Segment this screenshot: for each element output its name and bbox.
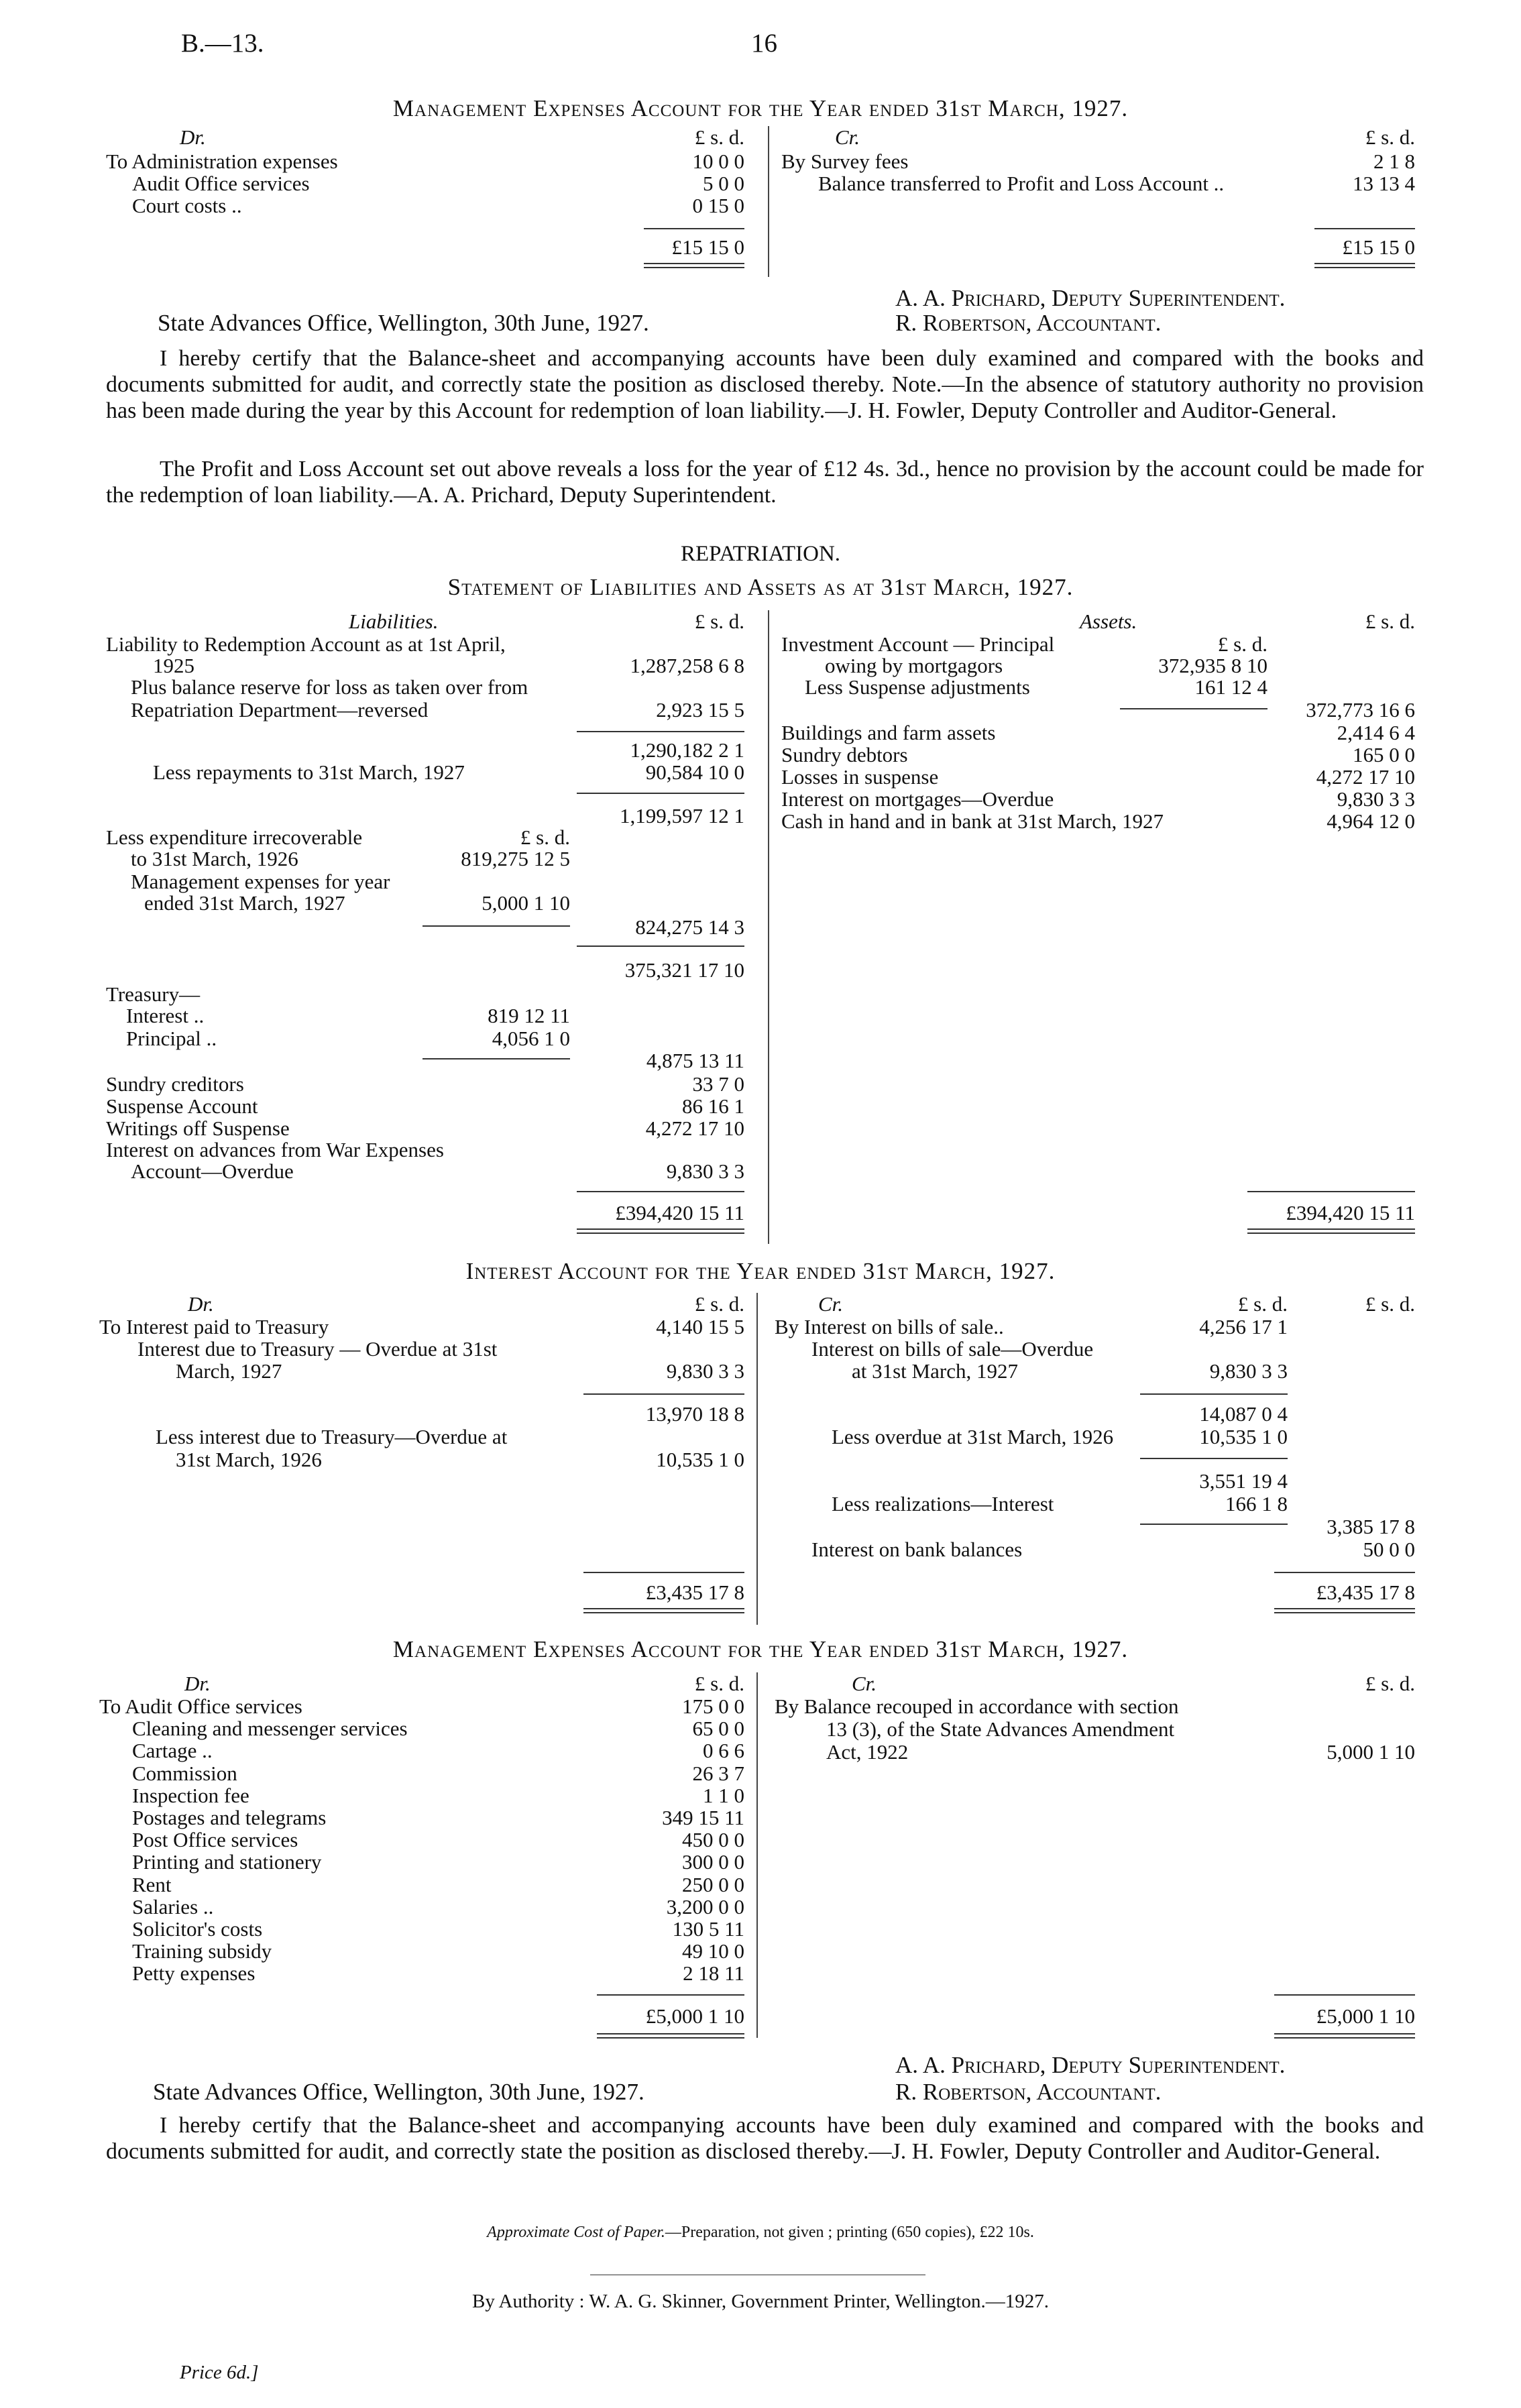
column-divider	[756, 1293, 758, 1625]
double-rule	[1314, 263, 1415, 268]
repat-interest-label: Interest ..	[126, 1004, 205, 1027]
mgmt2-cr-lsd: £ s. d.	[1365, 1672, 1415, 1695]
double-rule	[644, 263, 744, 268]
interest-cr-lsd-2: £ s. d.	[1365, 1292, 1415, 1316]
mgmt2-debit-label: Inspection fee	[132, 1783, 249, 1807]
double-rule	[597, 2033, 744, 2039]
repat-total-liabilities: £394,420 15 11	[615, 1201, 744, 1224]
repat-a2: Less Suspense adjustments	[805, 675, 1030, 699]
interest-d4b: 31st March, 1926	[176, 1448, 322, 1471]
column-divider	[756, 1672, 758, 2038]
mgmt1-credit-amount: 2 1 8	[1373, 150, 1415, 173]
mgmt2-debit-amount: 26 3 7	[692, 1761, 744, 1785]
repat-l2a: Plus balance reserve for loss as taken over from	[131, 675, 528, 699]
mgmt2-debit-label: Petty expenses	[132, 1961, 256, 1986]
interest-c7: Interest on bank balances	[811, 1538, 1023, 1561]
mgmt1-title: Management Expenses Account for the Year ended 31st March, 1927.	[392, 95, 1129, 121]
interest-d2b: March, 1927	[176, 1359, 282, 1383]
repat-liab-lsd: £ s. d.	[694, 610, 744, 633]
sig2-office: State Advances Office, Wellington, 30th June, 1927.	[153, 2079, 644, 2105]
interest-d2-amount: 9,830 3 3	[666, 1359, 744, 1383]
sig1-office: State Advances Office, Wellington, 30th June, 1927.	[158, 310, 649, 336]
repat-asset-amount: 4,272 17 10	[1316, 765, 1415, 789]
mgmt2-debit-amount: 2 18 11	[683, 1961, 744, 1986]
repat-asset-label: Losses in suspense	[781, 765, 939, 789]
cert2-paragraph: I hereby certify that the Balance-sheet and accompanying accounts have been duly examined and compared with the books and documents submitted for audit, and correctly state the position as disclosed thereby.—J. H. Fowler, Deputy Controller and Auditor-General.	[106, 2113, 1424, 2164]
interest-c5-amount: 3,551 19 4	[1199, 1469, 1288, 1493]
repat-l6b: to 31st March, 1926	[131, 847, 298, 870]
repat-asset-label: Interest on mortgages—Overdue	[781, 787, 1054, 811]
mgmt1-credit-label: Balance transferred to Profit and Loss Account ..	[818, 172, 1225, 195]
repat-asset-label: Buildings and farm assets	[781, 721, 996, 744]
interest-title: Interest Account for the Year ended 31st March, 1927.	[465, 1258, 1056, 1284]
mgmt2-total-cr: £5,000 1 10	[1316, 2004, 1415, 2028]
repat-liability-amount: 4,272 17 10	[645, 1116, 744, 1140]
mgmt2-cr: Cr.	[852, 1672, 877, 1695]
rule	[1140, 1393, 1288, 1395]
double-rule	[583, 1608, 744, 1613]
interest-c2a: Interest on bills of sale—Overdue	[811, 1337, 1094, 1361]
repat-interest-amount: 819 12 11	[488, 1004, 570, 1027]
mgmt2-debit-label: Solicitor's costs	[132, 1917, 263, 1941]
interest-c2-amount: 9,830 3 3	[1209, 1359, 1288, 1383]
interest-c7-amount: 50 0 0	[1363, 1538, 1415, 1561]
interest-d4-amount: 10,535 1 0	[656, 1448, 744, 1471]
rule	[1274, 1994, 1415, 1996]
mgmt2-c1a: By Balance recouped in accordance with section	[775, 1695, 1179, 1718]
mgmt2-debit-label: Cleaning and messenger services	[132, 1717, 408, 1741]
interest-d4a: Less interest due to Treasury—Overdue at	[156, 1425, 508, 1448]
interest-cr-lsd-1: £ s. d.	[1237, 1292, 1288, 1316]
mgmt1-total-cr: £15 15 0	[1342, 235, 1415, 259]
repat-war-a	[106, 1139, 569, 1161]
mgmt1-debit-amount: 5 0 0	[703, 172, 744, 195]
repat-a1-lsd: £ s. d.	[1217, 632, 1268, 656]
interest-c1: By Interest on bills of sale..	[775, 1315, 1004, 1338]
sig2-robertson: R. Robertson, Accountant.	[895, 2079, 1162, 2105]
repat-l7-amount: 824,275 14 3	[635, 915, 744, 939]
sig1-prichard: A. A. Prichard, Deputy Superintendent.	[895, 285, 1286, 311]
repat-l6-lsd: £ s. d.	[520, 825, 570, 849]
interest-c6-amount: 166 1 8	[1225, 1492, 1288, 1515]
rule	[1247, 1191, 1415, 1192]
column-divider	[768, 610, 769, 1244]
mgmt2-c1b: 13 (3), of the State Advances Amendment	[826, 1717, 1175, 1741]
interest-d1: To Interest paid to Treasury	[99, 1315, 329, 1338]
repat-l7a: Management expenses for year	[131, 870, 390, 893]
rule	[1140, 1458, 1288, 1459]
interest-c4-amount: 10,535 1 0	[1199, 1425, 1288, 1448]
double-rule	[1247, 1228, 1415, 1234]
repat-asset-amount: 165 0 0	[1353, 743, 1415, 766]
double-rule	[577, 1228, 744, 1234]
rule	[1314, 228, 1415, 229]
mgmt2-debit-amount: 450 0 0	[682, 1828, 744, 1852]
repat-asset-amount: 4,964 12 0	[1327, 809, 1415, 833]
mgmt1-credit-amount: 13 13 4	[1353, 172, 1415, 195]
repat-principal-amount: 4,056 1 0	[492, 1027, 570, 1050]
repat-asset-label: Sundry debtors	[781, 743, 908, 766]
repat-asset-lsd: £ s. d.	[1365, 610, 1415, 633]
rule	[1274, 1572, 1415, 1573]
cost-text: —Preparation, not given ; printing (650 copies), £22 10s.	[665, 2224, 1034, 2241]
mgmt1-debit-label: Audit Office services	[132, 172, 310, 195]
double-rule	[1274, 1608, 1415, 1613]
mgmt2-total-dr: £5,000 1 10	[645, 2004, 744, 2028]
repat-l1b: 1925	[153, 654, 194, 677]
repat-a2-inner: 161 12 4	[1194, 675, 1268, 699]
interest-c2b: at 31st March, 1927	[852, 1359, 1018, 1383]
repat-liability-label: Sundry creditors	[106, 1072, 244, 1096]
repat-l2b: Repatriation Department—reversed	[131, 698, 429, 722]
cert1-paragraph: I hereby certify that the Balance-sheet and accompanying accounts have been duly examined and compared with the books and documents submitted for audit, and correctly state the position as disclosed thereby. Note.—In the absence of statutory authority no provision has been made during the year by this Account for redemption of loan liability.—J. H. Fowler, Deputy Controller and Auditor-General.	[106, 346, 1424, 423]
mgmt2-dr: Dr.	[184, 1672, 211, 1695]
cost-line	[0, 2224, 1521, 2242]
repat-l8-amount: 375,321 17 10	[624, 958, 744, 982]
repat-l4-amount: 90,584 10 0	[645, 760, 744, 784]
mgmt2-debit-amount: 1 1 0	[703, 1783, 744, 1807]
interest-cr: Cr.	[818, 1292, 844, 1316]
repat-a1-inner: 372,935 8 10	[1158, 654, 1268, 677]
mgmt1-debit-amount: 0 15 0	[692, 194, 744, 217]
interest-c4: Less overdue at 31st March, 1926	[832, 1425, 1114, 1448]
repat-l7b: ended 31st March, 1927	[144, 891, 345, 915]
mgmt2-debit-label: Training subsidy	[132, 1939, 272, 1963]
repat-title: Statement of Liabilities and Assets as at 31st March, 1927.	[447, 574, 1074, 600]
rule	[583, 1393, 744, 1395]
mgmt2-debit-amount: 49 10 0	[682, 1939, 744, 1963]
rule	[577, 945, 744, 947]
mgmt1-dr: Dr.	[180, 125, 206, 149]
mgmt1-debit-label: To Administration expenses	[106, 150, 338, 173]
interest-dr: Dr.	[188, 1292, 214, 1316]
repat-principal-label: Principal ..	[126, 1027, 217, 1050]
interest-d2a: Interest due to Treasury — Overdue at 31st	[137, 1337, 498, 1361]
sig2-prichard: A. A. Prichard, Deputy Superintendent.	[895, 2052, 1286, 2078]
mgmt1-credit-label: By Survey fees	[781, 150, 909, 173]
repat-l7-inner: 5,000 1 10	[482, 891, 570, 915]
repat-treasury: Treasury—	[106, 982, 201, 1006]
repat-war-amount: 9,830 3 3	[666, 1159, 744, 1183]
interest-total-cr: £3,435 17 8	[1316, 1581, 1415, 1604]
repat-l6a: Less expenditure irrecoverable	[106, 825, 363, 849]
mgmt2-c1c: Act, 1922	[826, 1740, 909, 1764]
mgmt2-title: Management Expenses Account for the Year ended 31st March, 1927.	[392, 1636, 1129, 1662]
mgmt2-debit-amount: 349 15 11	[662, 1806, 744, 1829]
mgmt2-debit-label: Rent	[132, 1872, 172, 1896]
rule	[597, 1994, 744, 1996]
mgmt2-debit-amount: 130 5 11	[672, 1917, 744, 1941]
interest-c6: Less realizations—Interest	[832, 1492, 1054, 1515]
rule	[644, 228, 744, 229]
mgmt1-debit-label: Court costs ..	[132, 194, 242, 217]
mgmt2-debit-label: Postages and telegrams	[132, 1806, 327, 1829]
repat-liability-amount: 33 7 0	[692, 1072, 744, 1096]
repat-war-b: Account—Overdue	[131, 1159, 294, 1183]
authority-line: By Authority : W. A. G. Skinner, Government Printer, Wellington.—1927.	[472, 2291, 1049, 2312]
repat-l4: Less repayments to 31st March, 1927	[153, 760, 465, 784]
interest-c6-total: 3,385 17 8	[1327, 1515, 1415, 1538]
interest-d1-amount: 4,140 15 5	[656, 1315, 744, 1338]
mgmt2-debit-amount: 175 0 0	[682, 1695, 744, 1718]
repat-assets-head: Assets.	[1080, 610, 1137, 633]
repat-liability-label: Writings off Suspense	[106, 1116, 290, 1140]
repat-asset-amount: 9,830 3 3	[1337, 787, 1415, 811]
interest-d3-amount: 13,970 18 8	[645, 1402, 744, 1426]
mgmt1-debit-amount: 10 0 0	[692, 150, 744, 173]
repat-a2-amount: 372,773 16 6	[1306, 698, 1415, 722]
repat-liabilities-head: Liabilities.	[349, 610, 439, 633]
mgmt1-cr-lsd: £ s. d.	[1365, 125, 1415, 149]
repat-liability-label: Suspense Account	[106, 1094, 258, 1118]
mgmt2-debit-label: Post Office services	[132, 1828, 298, 1852]
mgmt1-cr: Cr.	[835, 125, 860, 149]
column-divider	[768, 126, 769, 277]
rule	[577, 1191, 744, 1192]
mgmt2-debit-amount: 250 0 0	[682, 1872, 744, 1896]
mgmt2-debit-amount: 65 0 0	[692, 1717, 744, 1741]
repat-l6-inner: 819,275 12 5	[461, 847, 570, 870]
mgmt1-total-dr: £15 15 0	[671, 235, 744, 259]
repat-a1b: owing by mortgagors	[825, 654, 1003, 677]
repat-total-assets: £394,420 15 11	[1286, 1201, 1415, 1224]
rule	[577, 731, 744, 732]
repat-l5-amount: 1,199,597 12 1	[620, 804, 744, 827]
mgmt2-debit-label: Cartage ..	[132, 1739, 213, 1763]
repat-asset-amount: 2,414 6 4	[1337, 721, 1415, 744]
price: Price 6d.]	[180, 2362, 259, 2383]
mgmt2-debit-label: Printing and stationery	[132, 1850, 322, 1874]
page-number: 16	[751, 29, 777, 58]
repat-l3-amount: 1,290,182 2 1	[630, 738, 744, 762]
mgmt2-debit-label: Salaries ..	[132, 1894, 214, 1918]
document-reference: B.—13.	[181, 29, 264, 58]
interest-c3-amount: 14,087 0 4	[1199, 1402, 1288, 1426]
mgmt2-c1-amount: 5,000 1 10	[1327, 1740, 1415, 1764]
repat-a1a: Investment Account — Principal	[781, 632, 1055, 656]
mgmt2-debit-amount: 300 0 0	[682, 1850, 744, 1874]
cost-label: Approximate Cost of Paper.	[487, 2224, 665, 2241]
repat-section-title: REPATRIATION.	[680, 542, 841, 566]
mgmt2-debit-amount: 0 6 6	[703, 1739, 744, 1763]
rule	[577, 793, 744, 794]
repat-l1a: Liability to Redemption Account as at 1st April,	[106, 632, 506, 656]
repat-asset-label: Cash in hand and in bank at 31st March, 1927	[781, 809, 1164, 833]
interest-total-dr: £3,435 17 8	[645, 1581, 744, 1604]
mgmt1-dr-lsd: £ s. d.	[694, 125, 744, 149]
mgmt2-debit-label: To Audit Office services	[99, 1695, 302, 1718]
repat-l2-amount: 2,923 15 5	[656, 698, 744, 722]
repat-treasury-amount: 4,875 13 11	[646, 1049, 744, 1072]
interest-c1-amount: 4,256 17 1	[1199, 1315, 1288, 1338]
mgmt2-debit-amount: 3,200 0 0	[666, 1894, 744, 1918]
repat-liability-amount: 86 16 1	[682, 1094, 744, 1118]
repat-l1-amount: 1,287,258 6 8	[630, 654, 744, 677]
interest-dr-lsd: £ s. d.	[694, 1292, 744, 1316]
rule	[583, 1572, 744, 1573]
mgmt2-debit-label: Commission	[132, 1761, 237, 1785]
mgmt2-dr-lsd: £ s. d.	[694, 1672, 744, 1695]
repat-war-a-text: Interest on advances from War Expenses	[106, 1138, 444, 1161]
sig1-robertson: R. Robertson, Accountant.	[895, 310, 1162, 336]
double-rule	[1274, 2033, 1415, 2039]
note1-paragraph: The Profit and Loss Account set out above reveals a loss for the year of £12 4s. 3d., hence no provision by the account could be made for the redemption of loan liability.—A. A. Prichard, Deputy Superintendent.	[106, 457, 1424, 508]
